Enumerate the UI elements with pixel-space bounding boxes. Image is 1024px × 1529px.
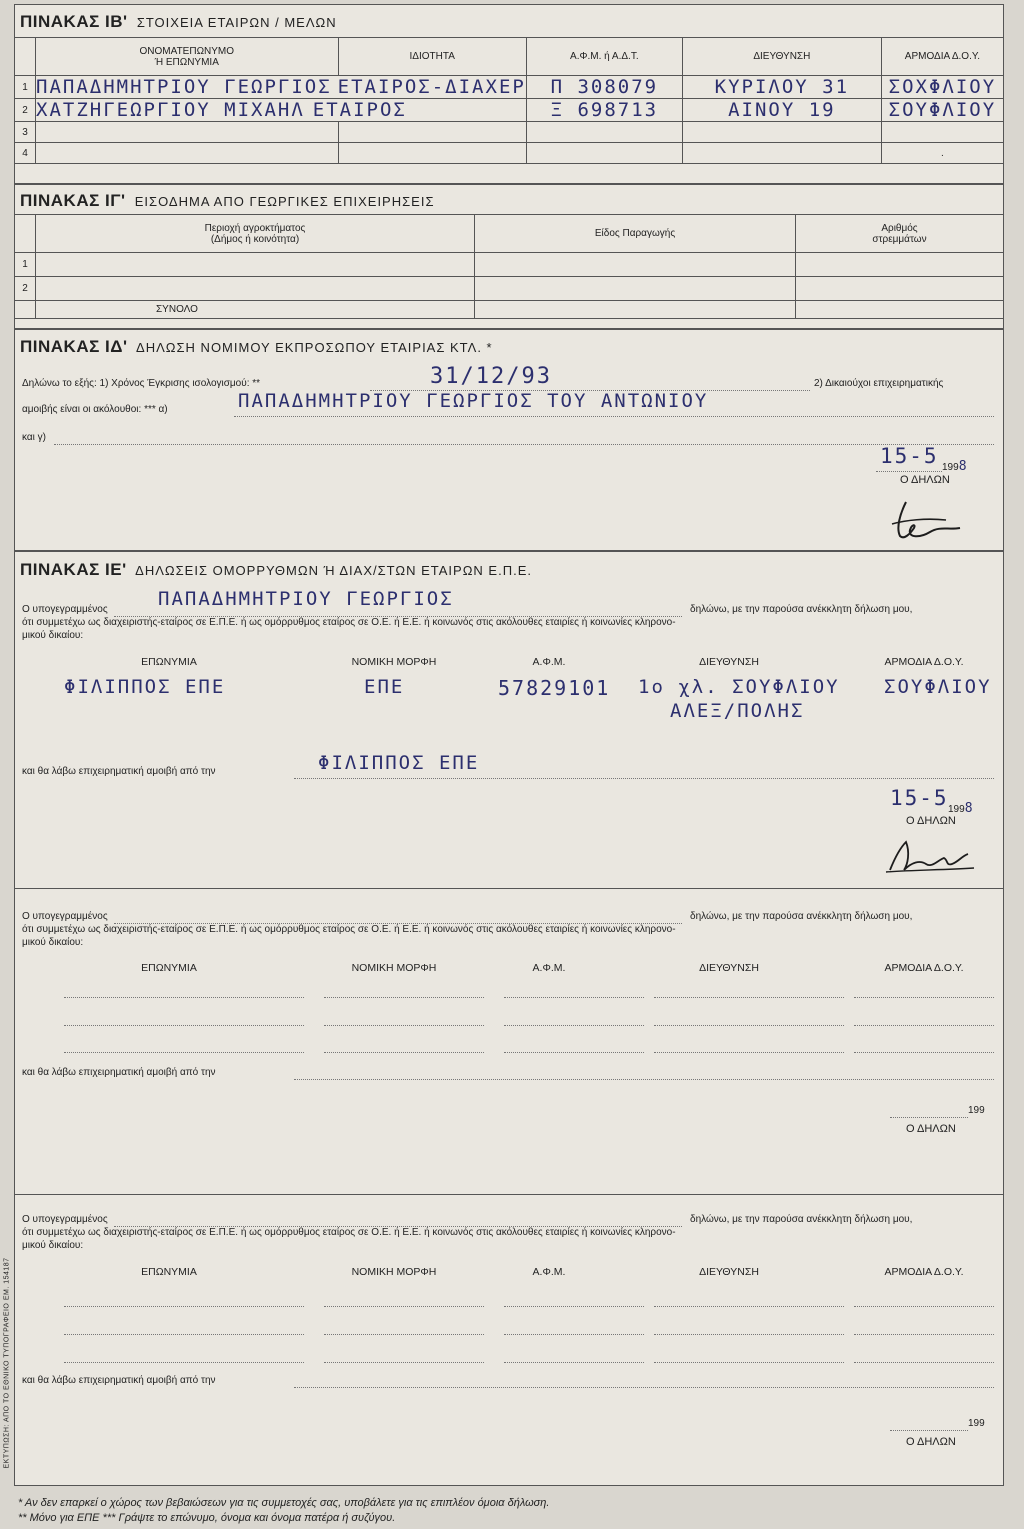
footnote-1: * Αν δεν επαρκεί ο χώρος των βεβαιώσεων για τις συμμετοχές σας, υποβάλετε για τις επιπλέον όμοια δήλωση. <box>18 1497 550 1509</box>
fee-from-value: ΦΙΛΙΠΠΟΣ ΕΠΕ <box>318 752 480 774</box>
fee-from-field <box>294 1067 994 1080</box>
ie1-date-value: 15-5 <box>890 786 949 810</box>
member-role: ΕΤΑΙΡΟΣ <box>312 99 407 121</box>
blank-field <box>654 1322 844 1335</box>
doy-value: ΣΟΥΦΛΙΟΥ <box>884 676 992 698</box>
table-row: 2 <box>15 277 1004 301</box>
tax-form-page <box>14 4 1004 1486</box>
col-legal-form-header: ΝΟΜΙΚΗ ΜΟΡΦΗ <box>351 962 437 974</box>
table-row: 2 ΧΑΤΖΗΓΕΩΡΓΙΟΥ ΜΙΧΑΗΛ ΕΤΑΙΡΟΣ Ξ 698713 ΑΙΝΟΥ 19 ΣΟΥΦΛΙΟΥ <box>15 99 1004 122</box>
beneficiary-line-c: και γ) <box>22 432 46 443</box>
address-value-line1: 1ο χλ. ΣΟΥΦΛΙΟΥ <box>638 676 840 698</box>
declarant-name-value: ΠΑΠΑΔΗΜΗΤΡΙΟΥ ΓΕΩΡΓΙΟΣ <box>158 588 454 610</box>
col-doy-header: ΑΡΜΟΔΙΑ Δ.Ο.Υ. <box>881 38 1003 76</box>
blank-field <box>654 1040 844 1053</box>
member-afm: Ξ 698713 <box>550 99 659 121</box>
blank-field <box>64 1294 304 1307</box>
section-ib-title: ΠΙΝΑΚΑΣ ΙΒ' ΣΤΟΙΧΕΙΑ ΕΤΑΙΡΩΝ / ΜΕΛΩΝ <box>20 12 337 31</box>
decl-suffix: δηλώνω, με την παρούσα ανέκκλητη δήλωση μου, <box>690 604 913 615</box>
member-afm: Π 308079 <box>550 76 659 98</box>
blank-field <box>854 1294 994 1307</box>
declarant-name-field <box>114 911 682 924</box>
col-production-header: Είδος Παραγωγής <box>475 215 796 253</box>
col-company-header: ΕΠΩΝΥΜΙΑ <box>141 656 197 668</box>
date-field <box>890 1105 968 1118</box>
blank-field <box>504 1322 644 1335</box>
declarant-name-field <box>114 1214 682 1227</box>
col-address-header: ΔΙΕΥΘΥΝΣΗ <box>682 38 881 76</box>
fee-from-field <box>294 1375 994 1388</box>
fee-prefix: και θα λάβω επιχειρηματική αμοιβή από την <box>22 766 216 777</box>
blank-field <box>654 1350 844 1363</box>
printer-imprint: ΕΚΤΥΠΩΣΗ: ΑΠΟ ΤΟ ΕΘΝΙΚΟ ΤΥΠΟΓΡΑΦΕΙΟ ΕΜ. 154187 <box>3 1257 11 1469</box>
divider <box>14 888 1004 889</box>
approval-line: Δηλώνω το εξής: 1) Χρόνος Έγκρισης ισολογισμού: ** <box>22 378 261 389</box>
col-doy-header: ΑΡΜΟΔΙΑ Δ.Ο.Υ. <box>884 656 964 668</box>
blank-field <box>504 1294 644 1307</box>
blank-field <box>854 985 994 998</box>
total-row <box>15 301 1004 319</box>
blank-field <box>324 985 484 998</box>
blank-field <box>324 1294 484 1307</box>
col-company-header: ΕΠΩΝΥΜΙΑ <box>141 962 197 974</box>
col-legal-form-header: ΝΟΜΙΚΗ ΜΟΡΦΗ <box>351 656 437 668</box>
company-value: ΦΙΛΙΠΠΟΣ ΕΠΕ <box>64 676 226 698</box>
decl-line3: μικού δικαίου: <box>22 937 84 948</box>
declarant-label: Ο ΔΗΛΩΝ <box>906 1123 956 1135</box>
decl-line2: ότι συμμετέχω ως διαχειριστής-εταίρος σε Ε.Π.Ε. ή ως ομόρρυθμος εταίρος σε Ο.Ε. ή Ε.Ε. ή κοινωνός στις ακόλουθες εταιρίες ή κοινωνίες κληρονο- <box>22 924 676 935</box>
fee-prefix: και θα λάβω επιχειρηματική αμοιβή από την <box>22 1375 216 1386</box>
col-legal-form-header: ΝΟΜΙΚΗ ΜΟΡΦΗ <box>351 1266 437 1278</box>
decl-line3: μικού δικαίου: <box>22 630 84 641</box>
member-role: ΕΤΑΙΡΟΣ-ΔΙΑΧΕΡ <box>337 76 526 98</box>
table-row: 4 . <box>15 143 1004 164</box>
col-afm-header: Α.Φ.Μ. <box>532 1266 566 1278</box>
declarant-label: Ο ΔΗΛΩΝ <box>906 1436 956 1448</box>
date-year: 199 <box>968 1105 985 1116</box>
col-role-header: ΙΔΙΟΤΗΤΑ <box>338 38 526 76</box>
beneficiaries-line: αμοιβής είναι οι ακόλουθοι: *** α) <box>22 404 168 415</box>
col-name-header: ΟΝΟΜΑΤΕΠΩΝΥΜΟ Ή ΕΠΩΝΥΜΙΑ <box>36 38 339 76</box>
beneficiary-field-c <box>54 432 994 445</box>
fee-prefix: και θα λάβω επιχειρηματική αμοιβή από την <box>22 1067 216 1078</box>
blank-field <box>504 985 644 998</box>
blank-field <box>324 1013 484 1026</box>
section-ie-title: ΠΙΝΑΚΑΣ ΙΕ' ΔΗΛΩΣΕΙΣ ΟΜΟΡΡΥΘΜΩΝ Ή ΔΙΑΧ/ΣΤΩΝ ΕΤΑΙΡΩΝ Ε.Π.Ε. <box>20 560 532 579</box>
table-row: 1 ΠΑΠΑΔΗΜΗΤΡΙΟΥ ΓΕΩΡΓΙΟΣ ΕΤΑΙΡΟΣ-ΔΙΑΧΕΡ Π 308079 ΚΥΡΙΛΟΥ 31 ΣΟΧΦΛΙΟΥ <box>15 76 1004 99</box>
col-acres-header: Αριθμός στρεμμάτων <box>796 215 1004 253</box>
col-address-header: ΔΙΕΥΘΥΝΣΗ <box>699 1266 759 1278</box>
signature-1 <box>886 494 966 544</box>
beneficiaries-label: 2) Δικαιούχοι επιχειρηματικής <box>814 378 944 389</box>
member-doy: ΣΟΧΦΛΙΟΥ <box>888 76 997 98</box>
col-address-header: ΔΙΕΥΘΥΝΣΗ <box>699 656 759 668</box>
decl-prefix: Ο υπογεγραμμένος <box>22 911 108 922</box>
col-doy-header: ΑΡΜΟΔΙΑ Δ.Ο.Υ. <box>884 962 964 974</box>
col-address-header: ΔΙΕΥΘΥΝΣΗ <box>699 962 759 974</box>
member-doy: ΣΟΥΦΛΙΟΥ <box>888 99 997 121</box>
col-doy-header: ΑΡΜΟΔΙΑ Δ.Ο.Υ. <box>884 1266 964 1278</box>
id-date-year: 1998 <box>942 459 967 474</box>
blank-field <box>504 1013 644 1026</box>
blank-field <box>324 1322 484 1335</box>
decl-suffix: δηλώνω, με την παρούσα ανέκκλητη δήλωση μου, <box>690 911 913 922</box>
date-year: 199 <box>968 1418 985 1429</box>
blank-field <box>854 1013 994 1026</box>
blank-field <box>324 1350 484 1363</box>
decl-prefix: Ο υπογεγραμμένος <box>22 1214 108 1225</box>
col-area-header: Περιοχή αγροκτήματος (Δήμος ή κοινότητα) <box>36 215 475 253</box>
col-afm-header: Α.Φ.Μ. <box>532 656 566 668</box>
decl-line2: ότι συμμετέχω ως διαχειριστής-εταίρος σε Ε.Π.Ε. ή ως ομόρρυθμος εταίρος σε Ο.Ε. ή Ε.Ε. ή κοινωνός στις ακόλουθες εταιρίες ή κοινωνίες κληρονο- <box>22 617 676 628</box>
ie1-declarant-label: Ο ΔΗΛΩΝ <box>906 815 956 827</box>
member-address: ΑΙΝΟΥ 19 <box>728 99 836 121</box>
blank-field <box>654 985 844 998</box>
beneficiary-value: ΠΑΠΑΔΗΜΗΤΡΙΟΥ ΓΕΩΡΓΙΟΣ ΤΟΥ ΑΝΤΩΝΙΟΥ <box>238 390 709 412</box>
blank-field <box>64 1013 304 1026</box>
col-afm-header: Α.Φ.Μ. ή Α.Δ.Τ. <box>526 38 682 76</box>
footnote-2: ** Μόνο για ΕΠΕ *** Γράψτε το επώνυμο, όνομα και όνομα πατέρα ή συζύγου. <box>18 1512 396 1524</box>
member-address: ΚΥΡΙΛΟΥ 31 <box>714 76 850 98</box>
decl-prefix: Ο υπογεγραμμένος <box>22 604 108 615</box>
section-id-title: ΠΙΝΑΚΑΣ ΙΔ' ΔΗΛΩΣΗ ΝΟΜΙΜΟΥ ΕΚΠΡΟΣΩΠΟΥ ΕΤΑΙΡΙΑΣ ΚΤΛ. * <box>20 337 493 356</box>
divider <box>14 1194 1004 1195</box>
legal-form-value: ΕΠΕ <box>364 676 405 698</box>
blank-field <box>504 1350 644 1363</box>
id-date-value: 15-5 <box>880 444 939 468</box>
member-name: ΧΑΤΖΗΓΕΩΡΓΙΟΥ ΜΙΧΑΗΛ <box>36 99 305 121</box>
col-company-header: ΕΠΩΝΥΜΙΑ <box>141 1266 197 1278</box>
approval-year-value: 31/12/93 <box>430 364 552 389</box>
date-field <box>890 1418 968 1431</box>
afm-value: 57829101 <box>498 676 611 700</box>
blank-field <box>64 985 304 998</box>
blank-field <box>324 1040 484 1053</box>
section-ig-title: ΠΙΝΑΚΑΣ ΙΓ' ΕΙΣΟΔΗΜΑ ΑΠΟ ΓΕΩΡΓΙΚΕΣ ΕΠΙΧΕΙΡΗΣΕΙΣ <box>20 191 435 210</box>
table-row: 1 <box>15 253 1004 277</box>
decl-suffix: δηλώνω, με την παρούσα ανέκκλητη δήλωση μου, <box>690 1214 913 1225</box>
blank-field <box>64 1350 304 1363</box>
members-table <box>14 37 1004 164</box>
blank-field <box>504 1040 644 1053</box>
blank-field <box>854 1322 994 1335</box>
blank-field <box>64 1040 304 1053</box>
blank-field <box>854 1040 994 1053</box>
agri-table <box>14 214 1004 319</box>
decl-line3: μικού δικαίου: <box>22 1240 84 1251</box>
decl-line2: ότι συμμετέχω ως διαχειριστής-εταίρος σε Ε.Π.Ε. ή ως ομόρρυθμος εταίρος σε Ο.Ε. ή Ε.Ε. ή κοινωνός στις ακόλουθες εταιρίες ή κοινωνίες κληρονο- <box>22 1227 676 1238</box>
blank-field <box>654 1013 844 1026</box>
ie1-date-year: 1998 <box>948 801 973 816</box>
id-declarant-label: Ο ΔΗΛΩΝ <box>900 474 950 486</box>
blank-field <box>654 1294 844 1307</box>
address-value-line2: ΑΛΕΞ/ΠΟΛΗΣ <box>670 700 805 722</box>
blank-field <box>64 1322 304 1335</box>
signature-2 <box>882 830 978 878</box>
member-name: ΠΑΠΑΔΗΜΗΤΡΙΟΥ ΓΕΩΡΓΙΟΣ <box>36 76 332 98</box>
table-row: 3 <box>15 122 1004 143</box>
blank-field <box>854 1350 994 1363</box>
col-afm-header: Α.Φ.Μ. <box>532 962 566 974</box>
total-label: ΣΥΝΟΛΟ <box>36 301 475 319</box>
